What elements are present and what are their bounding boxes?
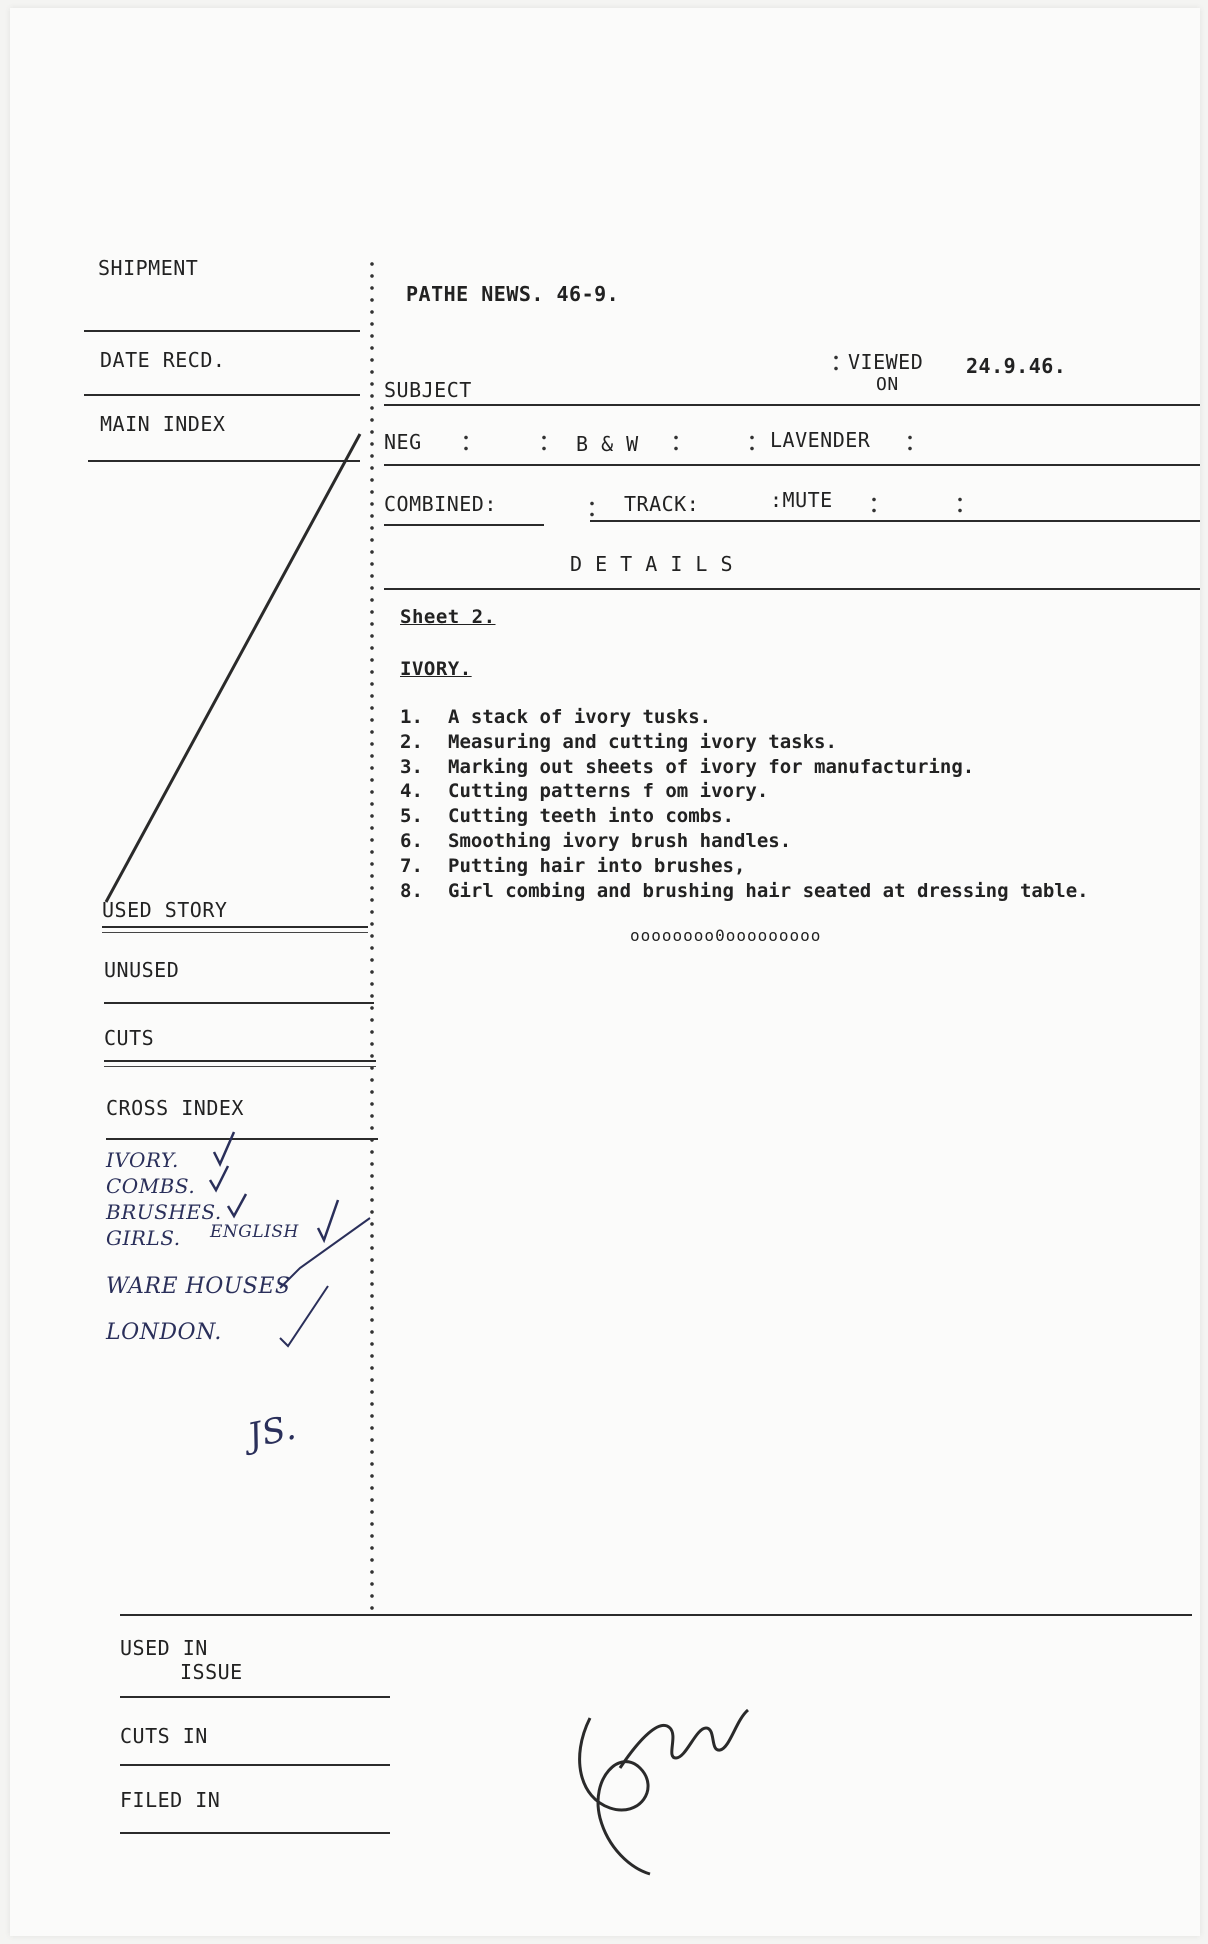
colon — [590, 498, 594, 520]
section-title: IVORY. — [400, 658, 472, 680]
shot-description: Putting hair into brushes, — [448, 854, 746, 877]
shot-number: 6. — [400, 830, 423, 852]
colon — [958, 494, 962, 516]
shot-list-item — [400, 731, 837, 753]
subject-label: SUBJECT — [384, 378, 472, 402]
viewed-label: VIEWED — [848, 350, 924, 374]
rule — [590, 520, 1200, 522]
track-label: TRACK: — [624, 492, 700, 516]
colon — [872, 494, 876, 516]
cross-index-ivory: IVORY. — [106, 1148, 179, 1172]
colon — [542, 432, 546, 454]
column-divider — [370, 258, 374, 1618]
lavender-label: LAVENDER — [770, 428, 871, 452]
check-marks — [170, 1118, 390, 1358]
combined-label: COMBINED: — [384, 492, 497, 516]
bw-label: B & W — [576, 432, 639, 456]
reel-title: PATHE NEWS. 46-9. — [406, 282, 620, 306]
shot-number: 1. — [400, 706, 423, 728]
cuts-in-label: CUTS IN — [120, 1724, 208, 1748]
rule — [102, 926, 368, 928]
filed-in-label: FILED IN — [120, 1788, 221, 1812]
shot-list-item — [400, 830, 791, 852]
cross-index-girls: GIRLS. — [106, 1226, 181, 1250]
initials: JS. — [244, 1407, 300, 1457]
cross-index-london: LONDON. — [106, 1320, 222, 1345]
viewed-date: 24.9.46. — [966, 354, 1067, 378]
rule — [120, 1696, 390, 1698]
rule — [104, 1060, 376, 1062]
rule — [384, 404, 1200, 406]
rule — [102, 932, 368, 933]
cross-index-english: ENGLISH — [210, 1222, 299, 1242]
cancel-stroke — [100, 428, 370, 908]
rule — [120, 1764, 390, 1766]
colon — [674, 432, 678, 454]
cross-index-brushes: BRUSHES. — [106, 1200, 222, 1224]
shot-description: Measuring and cutting ivory tasks. — [448, 730, 837, 753]
used-in-label: USED IN — [120, 1636, 208, 1660]
shot-description: Cutting patterns f om ivory. — [448, 780, 769, 803]
shot-description: Marking out sheets of ivory for manufacturing. — [448, 755, 975, 778]
shot-description: A stack of ivory tusks. — [448, 706, 712, 728]
sheet-number: Sheet 2. — [400, 606, 496, 628]
unused-label: UNUSED — [104, 958, 180, 982]
rule — [104, 1066, 376, 1067]
shot-list-item — [400, 855, 745, 877]
shot-number: 2. — [400, 730, 423, 753]
shot-description: Smoothing ivory brush handles. — [448, 830, 792, 852]
signature — [550, 1648, 750, 1888]
used-story-label: USED STORY — [102, 898, 228, 922]
cuts-label: CUTS — [104, 1026, 155, 1050]
colon — [750, 432, 754, 454]
shot-list-item — [400, 780, 768, 802]
cross-index-warehouses: WARE HOUSES — [106, 1274, 291, 1299]
rule — [84, 330, 360, 332]
details-title: D E T A I L S — [570, 552, 734, 576]
terminator: oooooooo0ooooooooo — [630, 926, 822, 945]
cross-index-label: CROSS INDEX — [106, 1096, 244, 1120]
shot-list-item — [400, 756, 974, 778]
colon — [834, 352, 838, 374]
mute-label: :MUTE — [770, 488, 833, 512]
colon — [464, 432, 468, 454]
rule — [104, 1002, 374, 1004]
shipment-label: SHIPMENT — [98, 256, 199, 280]
rule — [384, 588, 1200, 590]
shot-number: 7. — [400, 854, 423, 877]
shot-number: 8. — [400, 879, 423, 902]
on-label: ON — [876, 374, 899, 395]
colon — [908, 432, 912, 454]
bottom-rule — [120, 1614, 1192, 1616]
shot-number: 3. — [400, 755, 423, 778]
rule — [120, 1832, 390, 1834]
rule — [84, 394, 360, 396]
shot-number: 4. — [400, 780, 423, 803]
record-card — [10, 8, 1200, 1936]
issue-label: ISSUE — [180, 1660, 243, 1684]
date-recd-label: DATE RECD. — [100, 348, 226, 372]
rule — [384, 524, 544, 526]
rule — [384, 464, 1200, 466]
shot-description: Girl combing and brushing hair seated at dressing table. — [448, 879, 1089, 902]
shot-list-item — [400, 805, 734, 827]
cross-index-combs: COMBS. — [106, 1174, 196, 1198]
main-index-label: MAIN INDEX — [100, 412, 226, 436]
shot-number: 5. — [400, 805, 423, 828]
shot-description: Cutting teeth into combs. — [448, 805, 734, 828]
neg-label: NEG — [384, 430, 422, 454]
shot-list-item — [400, 706, 711, 728]
shot-list-item — [400, 880, 1089, 902]
